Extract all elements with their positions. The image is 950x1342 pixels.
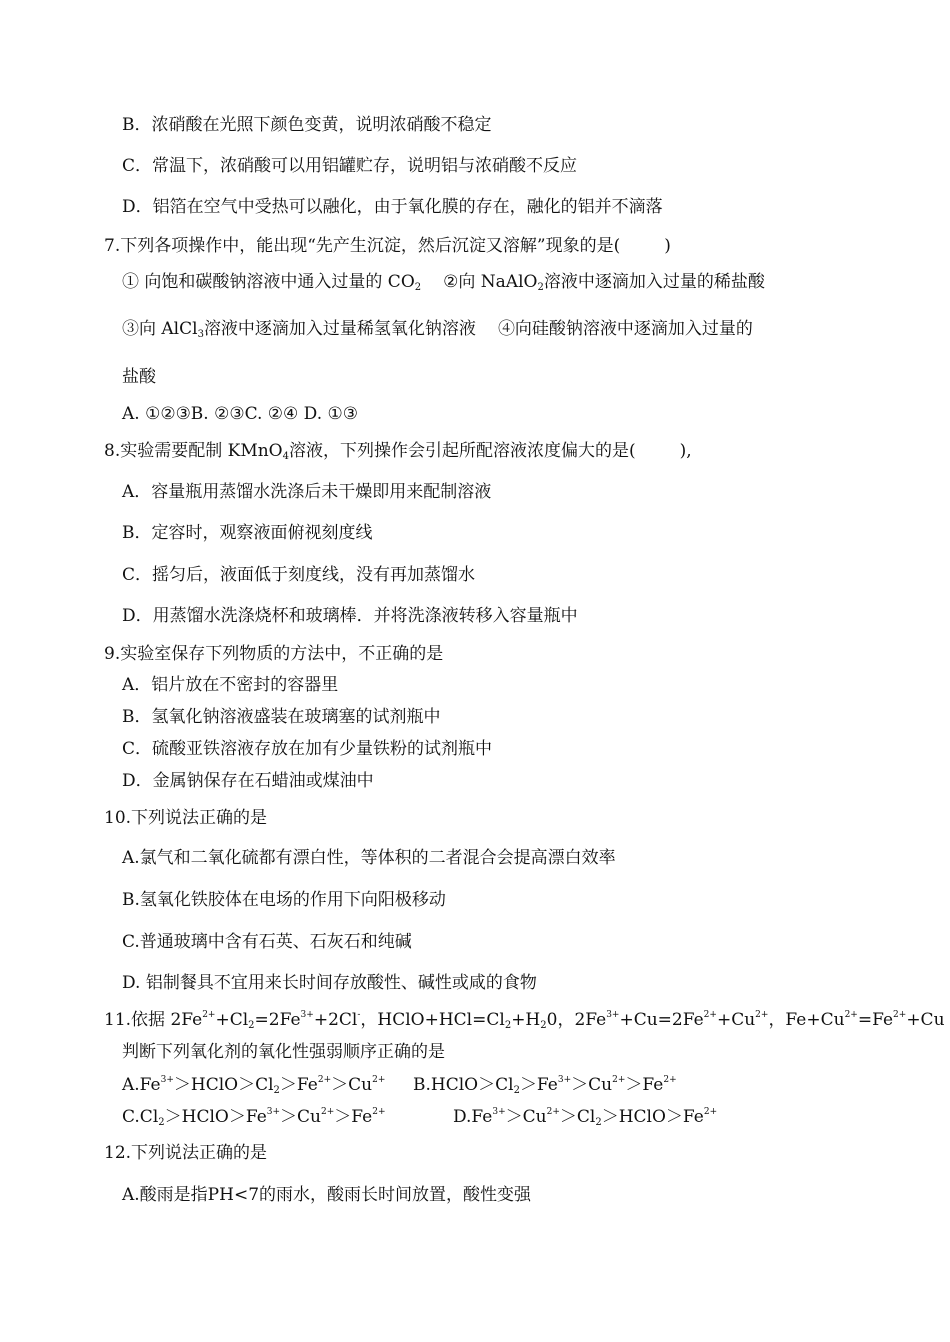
subscript: 2	[537, 282, 544, 293]
q7-item-4: ④向硅酸钠溶液中逐滴加入过量的	[497, 319, 753, 339]
q6-option-c: C．常温下，浓硝酸可以用铝罐贮存，说明铝与浓硝酸不反应	[122, 156, 578, 176]
text: +H	[511, 1010, 541, 1030]
text: =Fe	[857, 1010, 894, 1030]
subscript: 4	[282, 451, 289, 462]
q7-item-1: ① 向饱和碳酸钠溶液中通入过量的 CO	[122, 272, 415, 292]
superscript: 2+	[321, 1107, 335, 1117]
q12-stem: 12.下列说法正确的是	[104, 1143, 268, 1163]
text: B.HClO＞Cl	[413, 1075, 514, 1095]
q8-stem-text: 8.实验需要配制 KMnO	[104, 441, 283, 461]
subscript: 3	[197, 329, 204, 340]
text: ＞Fe	[519, 1075, 558, 1095]
q8-stem	[104, 440, 692, 462]
text: ，HClO+HCl=Cl	[360, 1010, 505, 1030]
q8-stem-close: ),	[679, 441, 692, 461]
q8-option-d: D．用蒸馏水洗涤烧杯和玻璃棒．并将洗涤液转移入容量瓶中	[122, 606, 578, 626]
text: ＞HClO＞Cl	[173, 1075, 274, 1095]
q8-option-b: B．定容时，观察液面俯视刻度线	[122, 523, 373, 543]
subscript: 2	[248, 1020, 255, 1031]
text: ＞Fe	[334, 1107, 373, 1127]
superscript: -	[357, 1010, 361, 1020]
text: ＞Cu	[505, 1107, 547, 1127]
text: D.Fe	[453, 1107, 493, 1127]
text: C.Cl	[122, 1107, 159, 1127]
subscript: 2	[504, 1020, 512, 1031]
text: +Cu	[716, 1010, 756, 1030]
q9-option-a: A．铝片放在不密封的容器里	[122, 675, 339, 695]
text: ，Fe+Cu	[768, 1010, 845, 1030]
q11-stem-line2: 判断下列氧化剂的氧化性强弱顺序正确的是	[122, 1042, 445, 1062]
q9-option-b: B．氢氧化钠溶液盛装在玻璃塞的试剂瓶中	[122, 707, 441, 727]
text: ＞Fe	[279, 1075, 318, 1095]
subscript: 2	[414, 282, 422, 293]
text: =2Fe	[254, 1010, 301, 1030]
superscript: 2+	[372, 1075, 386, 1085]
subscript: 2	[158, 1117, 165, 1128]
subscript: 2	[540, 1020, 547, 1031]
superscript: 3+	[300, 1010, 314, 1020]
subscript: 2	[273, 1085, 280, 1096]
q7-stem-close: )	[664, 236, 671, 256]
text: ＞HClO＞Fe	[601, 1107, 704, 1127]
text: ＞Fe	[625, 1075, 664, 1095]
q7-item-4-continued: 盐酸	[122, 367, 156, 387]
text: ＞Cu	[571, 1075, 613, 1095]
q11-option-d	[453, 1106, 717, 1128]
q7-items-row2	[122, 318, 753, 340]
q10-option-b: B.氢氧化铁胶体在电场的作用下向阳极移动	[122, 890, 446, 910]
text: ＞HClO＞Fe	[164, 1107, 267, 1127]
superscript: 3+	[266, 1107, 281, 1117]
text: +Cl	[215, 1010, 249, 1030]
superscript: 3+	[557, 1075, 572, 1085]
q7-item-3-rest: 溶液中逐滴加入过量稀氢氧化钠溶液	[203, 319, 476, 339]
q12-option-a: A.酸雨是指PH<7的雨水，酸雨长时间放置，酸性变强	[122, 1185, 532, 1205]
text: +2Cl	[313, 1010, 358, 1030]
q7-stem	[104, 235, 671, 257]
text: ＞Cu	[331, 1075, 373, 1095]
subscript: 2	[595, 1117, 602, 1128]
q10-option-a: A.氯气和二氧化硫都有漂白性，等体积的二者混合会提高漂白效率	[122, 848, 616, 868]
q11-stem-line1	[104, 1009, 945, 1031]
q6-option-b: B．浓硝酸在光照下颜色变黄，说明浓硝酸不稳定	[122, 115, 492, 135]
text: 0，2Fe	[546, 1010, 607, 1030]
text: ＞Cu	[280, 1107, 322, 1127]
q9-option-c: C．硫酸亚铁溶液存放在加有少量铁粉的试剂瓶中	[122, 739, 493, 759]
superscript: 2+	[893, 1010, 907, 1020]
superscript: 2+	[202, 1010, 216, 1020]
text: ＞Cl	[559, 1107, 596, 1127]
superscript: 2+	[612, 1075, 626, 1085]
q10-stem: 10.下列说法正确的是	[104, 808, 268, 828]
q6-option-d: D．铝箔在空气中受热可以融化，由于氧化膜的存在，融化的铝并不滴落	[122, 197, 663, 217]
q8-stem-text-rest: 溶液，下列操作会引起所配溶液浓度偏大的是(	[289, 441, 636, 461]
subscript: 2	[513, 1085, 520, 1096]
q11-option-a	[122, 1074, 385, 1096]
q9-stem: 9.实验室保存下列物质的方法中，不正确的是	[104, 644, 444, 664]
text: +Cu	[906, 1010, 945, 1030]
superscript: 2+	[663, 1075, 677, 1085]
superscript: 2+	[703, 1107, 718, 1117]
q9-option-d: D．金属钠保存在石蜡油或煤油中	[122, 771, 374, 791]
q11-option-b	[413, 1074, 677, 1096]
superscript: 3+	[606, 1010, 620, 1020]
q7-item-3: ③向 AlCl	[122, 319, 198, 339]
q7-stem-text: 7.下列各项操作中，能出现“先产生沉淀，然后沉淀又溶解”现象的是(	[104, 236, 621, 256]
superscript: 2+	[844, 1010, 858, 1020]
superscript: 2+	[372, 1107, 386, 1117]
superscript: 3+	[492, 1107, 506, 1117]
superscript: 2+	[317, 1075, 332, 1085]
superscript: 2+	[755, 1010, 769, 1020]
q11-option-c	[122, 1106, 386, 1128]
q7-options: A. ①②③B. ②③C. ②④ D. ①③	[122, 404, 358, 424]
q7-items-row1	[122, 271, 765, 293]
text: +Cu=2Fe	[619, 1010, 704, 1030]
superscript: 2+	[703, 1010, 717, 1020]
q7-item-2: ②向 NaAlO	[443, 272, 538, 292]
q8-option-a: A．容量瓶用蒸馏水洗涤后未干燥即用来配制溶液	[122, 482, 492, 502]
q7-item-2-rest: 溶液中逐滴加入过量的稀盐酸	[543, 272, 765, 292]
text: A.Fe	[122, 1075, 161, 1095]
superscript: 3+	[160, 1075, 174, 1085]
q10-option-c: C.普通玻璃中含有石英、石灰石和纯碱	[122, 932, 412, 952]
q10-option-d: D. 铝制餐具不宜用来长时间存放酸性、碱性或咸的食物	[122, 973, 537, 993]
q8-option-c: C．摇匀后，液面低于刻度线，没有再加蒸馏水	[122, 565, 476, 585]
text: 11.依据 2Fe	[104, 1010, 203, 1030]
superscript: 2+	[546, 1107, 560, 1117]
